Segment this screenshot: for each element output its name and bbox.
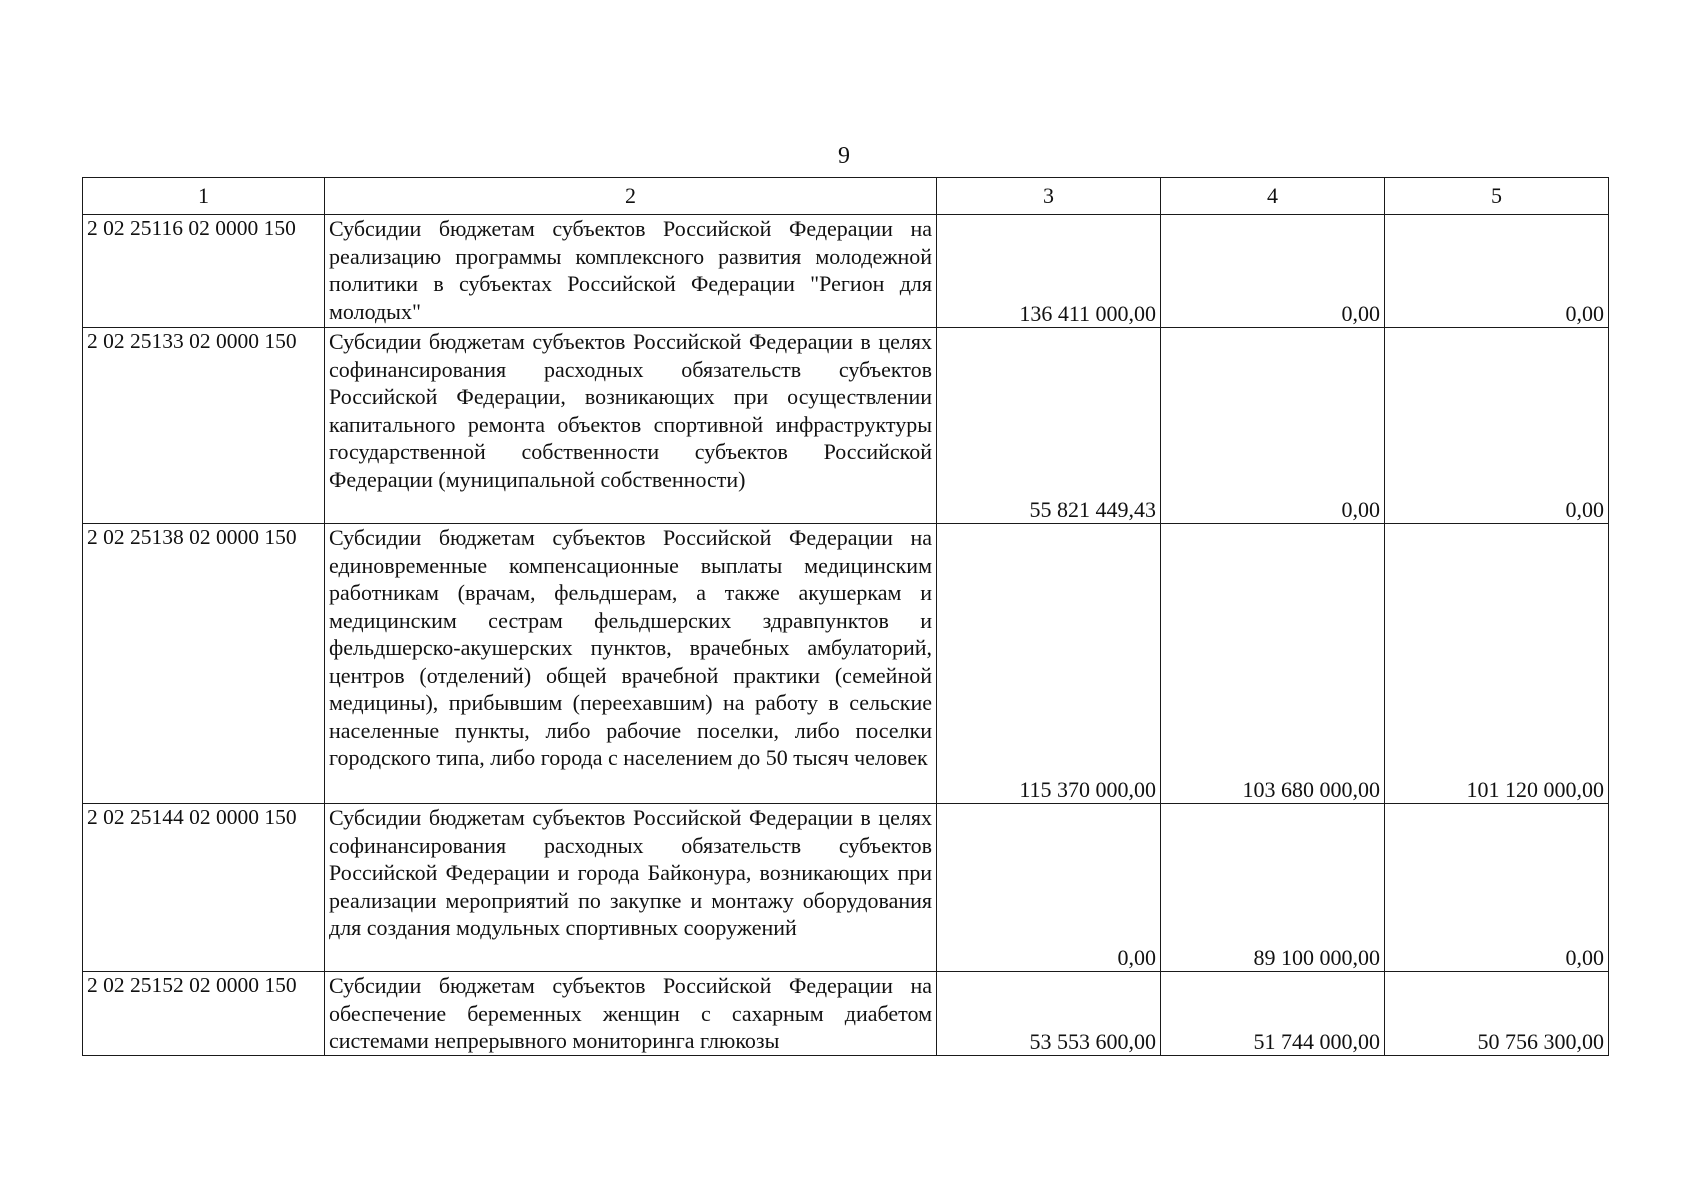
amount-col3: 53 553 600,00 xyxy=(937,972,1161,1056)
column-header-5: 5 xyxy=(1385,178,1609,215)
amount-col5: 0,00 xyxy=(1385,328,1609,524)
header-row xyxy=(83,178,1609,215)
amount-col4: 103 680 000,00 xyxy=(1161,524,1385,804)
column-header-1: 1 xyxy=(83,178,325,215)
amount-col3: 0,00 xyxy=(937,804,1161,972)
budget-table xyxy=(82,177,1609,1056)
table-row xyxy=(83,804,1609,972)
amount-col4: 0,00 xyxy=(1161,328,1385,524)
amount-col4: 51 744 000,00 xyxy=(1161,972,1385,1056)
budget-code: 2 02 25138 02 0000 150 xyxy=(83,524,325,804)
row-description: Субсидии бюджетам субъектов Российской Федерации в целях софинансирования расходных обязательств субъектов Российской Федерации, возникающих при осуществлении капитального ремонта объектов спортивной инфраструктуры государственной собственности субъектов Российской Федерации (муниципальной собственности) xyxy=(325,328,937,524)
amount-col3: 115 370 000,00 xyxy=(937,524,1161,804)
column-header-4: 4 xyxy=(1161,178,1385,215)
row-description: Субсидии бюджетам субъектов Российской Федерации на обеспечение беременных женщин с сахарным диабетом системами непрерывного мониторинга глюкозы xyxy=(325,972,937,1056)
column-header-2: 2 xyxy=(325,178,937,215)
table-row xyxy=(83,328,1609,524)
amount-col4: 0,00 xyxy=(1161,215,1385,328)
table-row xyxy=(83,524,1609,804)
budget-code: 2 02 25133 02 0000 150 xyxy=(83,328,325,524)
amount-col5: 0,00 xyxy=(1385,804,1609,972)
amount-col5: 0,00 xyxy=(1385,215,1609,328)
amount-col3: 136 411 000,00 xyxy=(937,215,1161,328)
table-row xyxy=(83,972,1609,1056)
row-description: Субсидии бюджетам субъектов Российской Федерации на реализацию программы комплексного развития молодежной политики в субъектах Российской Федерации "Регион для молодых" xyxy=(325,215,937,328)
amount-col3: 55 821 449,43 xyxy=(937,328,1161,524)
column-header-3: 3 xyxy=(937,178,1161,215)
table-row xyxy=(83,215,1609,328)
amount-col5: 101 120 000,00 xyxy=(1385,524,1609,804)
row-description: Субсидии бюджетам субъектов Российской Федерации на единовременные компенсационные выплаты медицинским работникам (врачам, фельдшерам, а также акушеркам и медицинским сестрам фельдшерских здравпунктов и фельдшерско-акушерских пунктов, врачебных амбулаторий, центров (отделений) общей врачебной практики (семейной медицины), прибывшим (переехавшим) на работу в сельские населенные пункты, либо рабочие поселки, либо поселки городского типа, либо города с населением до 50 тысяч человек xyxy=(325,524,937,804)
budget-code: 2 02 25116 02 0000 150 xyxy=(83,215,325,328)
amount-col4: 89 100 000,00 xyxy=(1161,804,1385,972)
budget-code: 2 02 25152 02 0000 150 xyxy=(83,972,325,1056)
amount-col5: 50 756 300,00 xyxy=(1385,972,1609,1056)
budget-code: 2 02 25144 02 0000 150 xyxy=(83,804,325,972)
row-description: Субсидии бюджетам субъектов Российской Федерации в целях софинансирования расходных обязательств субъектов Российской Федерации и города Байконура, возникающих при реализации мероприятий по закупке и монтажу оборудования для создания модульных спортивных сооружений xyxy=(325,804,937,972)
page-number: 9 xyxy=(838,143,850,169)
